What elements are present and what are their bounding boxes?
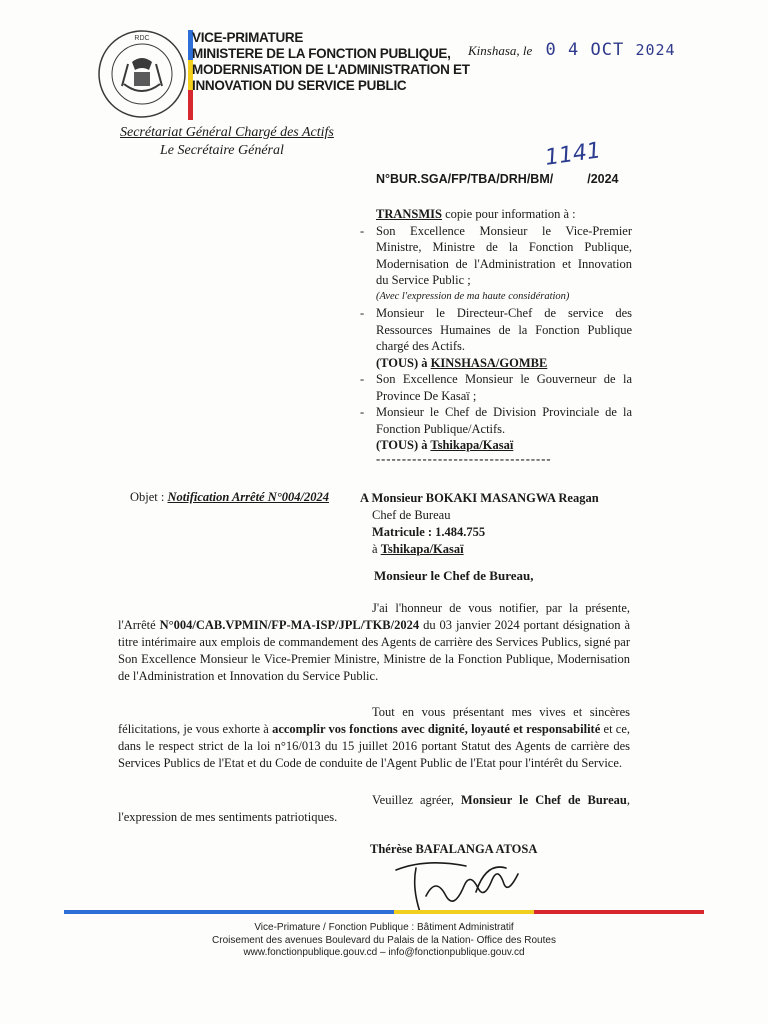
transmis-note: (Avec l'expression de ma haute considération) <box>376 290 570 302</box>
secretariat-name: Secrétariat Général Chargé des Actifs <box>120 125 334 140</box>
reference-prefix: N°BUR.SGA/FP/TBA/DRH/BM/ <box>376 172 554 186</box>
salutation: Monsieur le Chef de Bureau, <box>374 568 534 583</box>
date-stamp-year: 2024 <box>635 41 676 59</box>
objet-line <box>130 490 329 505</box>
paragraph-closing: Veuillez agréer, Monsieur le Chef de Bureau, l'expression de mes sentiments patriotiques. <box>118 793 630 824</box>
signatory-name: Thérèse BAFALANGA ATOSA <box>370 842 538 856</box>
paragraph-congratulations: Tout en vous présentant mes vives et sincères félicitations, je vous exhorte à accomplir vos fonctions avec dignité, loyauté et responsabilité et ce, dans le respect strict de la loi n°16/013 du 15 juillet 2016 portant Statut des Agents de carrière des Services Publics de l'Etat et du Code de conduite de l'Agent Public de l'Etat pour l'intérêt du Service. <box>118 705 631 770</box>
reference-suffix: /2024 <box>587 172 619 186</box>
date-place: Kinshasa, le <box>468 43 533 58</box>
recipient-matricule: Matricule : 1.484.755 <box>372 525 486 539</box>
reference-number <box>376 172 619 186</box>
transmis-item: - Son Excellence Monsieur le Vice-Premier Ministre, Ministre de la Fonction Publique, Modernisation de l'Administration et Innovation du Service Public ; <box>360 223 632 287</box>
transmis-item: - Monsieur le Directeur-Chef de service des Ressources Humaines de la Fonction Publique chargé des Actifs. <box>360 306 632 353</box>
transmis-tous: (TOUS) à Tshikapa/Kasaï <box>376 438 514 452</box>
paragraph-notification: J'ai l'honneur de vous notifier, par la présente, l'Arrêté N°004/CAB.VPMIN/FP-MA-ISP/JPL/TKB/2024 du 03 janvier 2024 portant désignation à titre intérimaire aux emplois de commandement des Agents de carrière des Services Publics, signé par Son Excellence Monsieur le Vice-Premier Ministre, Ministre de la Fonction Publique, Modernisation de l'Administration et Innovation du Service Public. <box>118 601 631 683</box>
separator-line: ---------------------------------- <box>376 451 552 466</box>
svg-text:RDC: RDC <box>134 35 150 42</box>
ministry-line: VICE-PRIMATURE <box>192 30 304 45</box>
ministry-line: MODERNISATION DE L'ADMINISTRATION ET <box>192 62 470 77</box>
recipient-place: à Tshikapa/Kasaï <box>372 542 464 556</box>
recipient-role: Chef de Bureau <box>372 508 451 522</box>
footer-contact-line: www.fonctionpublique.gouv.cd – info@fonctionpublique.gouv.cd <box>243 947 525 958</box>
coat-of-arms-seal <box>96 28 188 120</box>
recipient-name: A Monsieur BOKAKI MASANGWA Reagan <box>360 491 599 505</box>
secretary-title: Le Secrétaire Général <box>160 143 284 158</box>
ministry-line: INNOVATION DU SERVICE PUBLIC <box>192 78 407 93</box>
transmis-item: - Son Excellence Monsieur le Gouverneur de la Province De Kasaï ; <box>360 372 632 403</box>
date-stamp <box>546 40 676 60</box>
date-stamp-daymonth: 0 4 OCT <box>545 40 625 60</box>
secretariat-block <box>120 124 334 160</box>
handwritten-signature <box>386 856 546 916</box>
transmis-item: - Monsieur le Chef de Division Provinciale de la Fonction Publique/Actifs. <box>360 405 632 436</box>
date-line <box>468 40 676 60</box>
footer <box>0 922 768 960</box>
transmis-heading: TRANSMIS copie pour information à : <box>376 207 576 221</box>
footer-flag-line <box>64 910 704 914</box>
recipient-block <box>360 490 599 558</box>
handwritten-number: 1141 <box>543 138 603 171</box>
footer-address-line: Vice-Primature / Fonction Publique : Bâtiment Administratif <box>254 922 514 933</box>
ministry-line: MINISTERE DE LA FONCTION PUBLIQUE, <box>192 46 451 61</box>
transmis-tous: (TOUS) à KINSHASA/GOMBE <box>376 355 548 370</box>
objet-value: Notification Arrêté N°004/2024 <box>167 490 329 504</box>
objet-label: Objet : <box>130 490 165 504</box>
ministry-header <box>192 30 470 94</box>
transmis-block <box>360 206 632 464</box>
footer-address-line: Croisement des avenues Boulevard du Palais de la Nation- Office des Routes <box>212 934 556 946</box>
